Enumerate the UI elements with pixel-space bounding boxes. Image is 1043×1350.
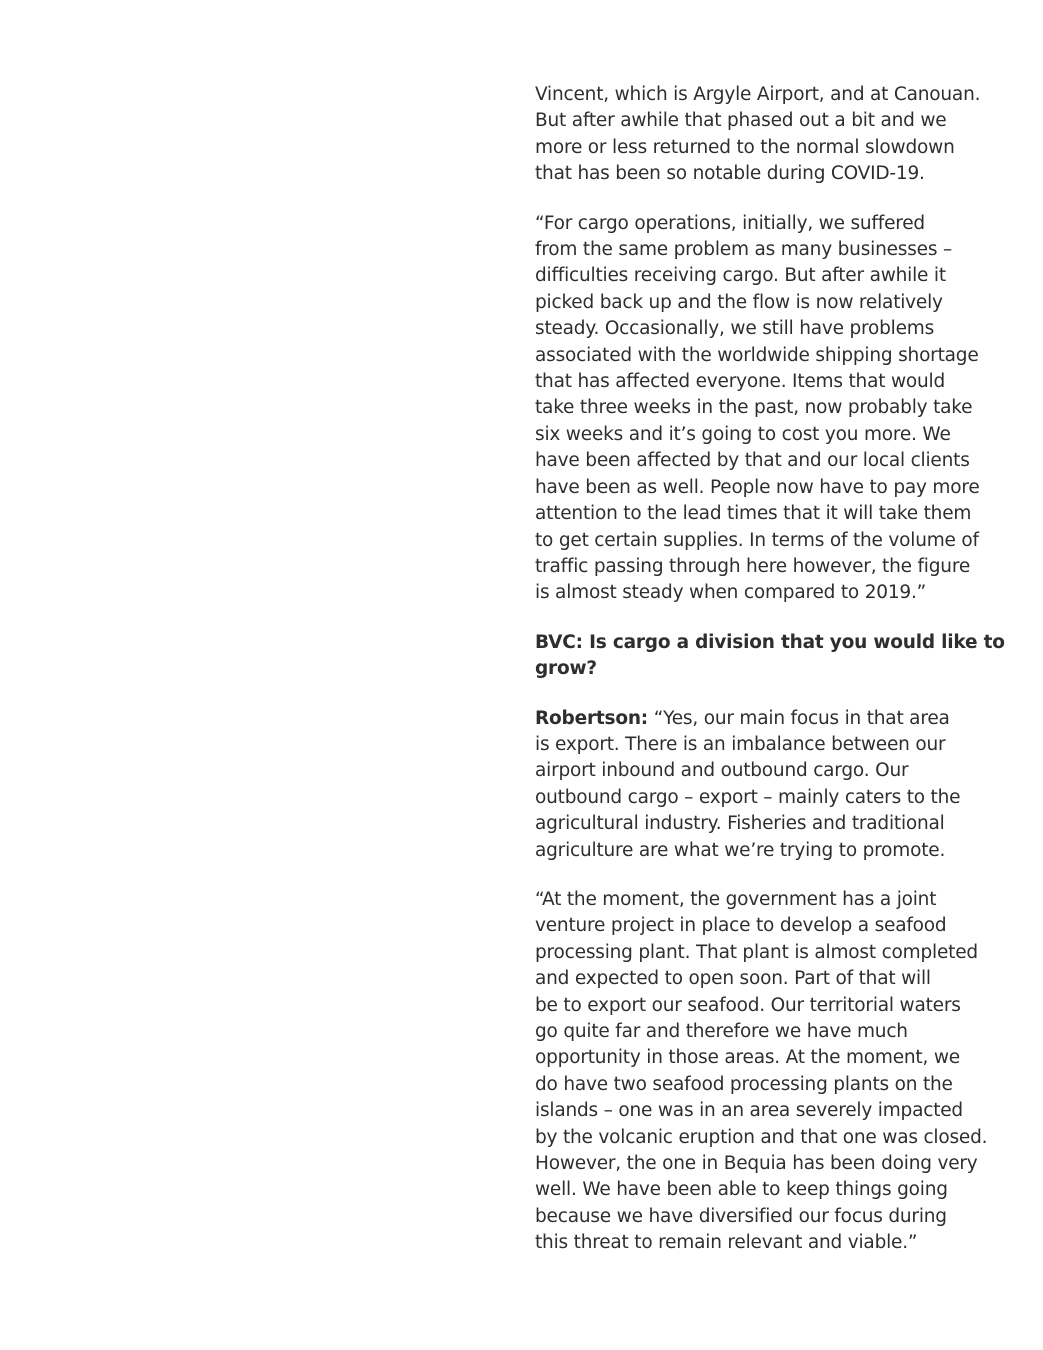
text-line: to get certain supplies. In terms of the volume of [535,529,979,551]
paragraph-cargo-operations [535,211,1005,607]
text-line: “At the moment, the government has a joint [535,888,937,910]
text-line: But after awhile that phased out a bit and we [535,110,947,132]
text-line: processing plant. That plant is almost completed [535,941,978,963]
text-line: traffic passing through here however, the figure [535,555,970,577]
text-line: go quite far and therefore we have much [535,1021,908,1042]
text-line: opportunity in those areas. At the moment, we [535,1047,960,1069]
text-line: is almost steady when compared to 2019.” [535,582,927,604]
text-line: agricultural industry. Fisheries and traditional [535,813,945,835]
text-line: picked back up and the flow is now relatively [535,291,943,313]
text-line: is export. There is an imbalance between our [535,733,946,755]
answer-first-line [535,706,1005,732]
text-line: that has affected everyone. Items that would [535,371,945,393]
text-line: do have two seafood processing plants on the [535,1073,953,1095]
text-line: associated with the worldwide shipping shortage [535,344,979,366]
text-line: outbound cargo – export – mainly caters to the [535,786,961,808]
text-line: islands – one was in an area severely impacted [535,1100,963,1122]
text-line: airport inbound and outbound cargo. Our [535,760,909,782]
text-line: difficulties receiving cargo. But after awhile it [535,265,946,287]
text-line: be to export our seafood. Our territorial waters [535,994,961,1016]
question-line: BVC: Is cargo a division that you would like to [535,631,1005,653]
text-line: six weeks and it’s going to cost you more. We [535,423,951,445]
text-line: have been as well. People now have to pay more [535,476,980,498]
interview-question [535,630,1005,683]
answer-first-line-text: “Yes, our main focus in that area [648,707,950,729]
text-line: attention to the lead times that it will take them [535,503,972,525]
text-line: from the same problem as many businesses – [535,239,953,261]
article-column [535,82,1005,1280]
question-line: grow? [535,658,597,680]
paragraph-intro [535,82,1005,188]
text-line: take three weeks in the past, now probably take [535,397,973,419]
text-line: and expected to open soon. Part of that will [535,968,931,990]
text-line: “For cargo operations, initially, we suffered [535,212,925,234]
text-line: venture project in place to develop a seafood [535,915,947,937]
text-line: agriculture are what we’re trying to promote. [535,839,946,861]
text-line: more or less returned to the normal slowdown [535,136,955,158]
text-line: well. We have been able to keep things going [535,1179,948,1201]
text-line: that has been so notable during COVID-19. [535,163,925,185]
text-line: have been affected by that and our local clients [535,450,970,472]
interview-answer [535,706,1005,864]
text-line: this threat to remain relevant and viable.” [535,1232,918,1254]
text-line: Vincent, which is Argyle Airport, and at Canouan. [535,84,981,105]
text-line: because we have diversified our focus during [535,1205,947,1227]
paragraph-seafood-plant [535,887,1005,1257]
speaker-name: Robertson: [535,707,649,729]
text-line: steady. Occasionally, we still have problems [535,318,935,340]
text-line: However, the one in Bequia has been doing very [535,1153,978,1175]
text-line: by the volcanic eruption and that one was closed. [535,1126,988,1148]
